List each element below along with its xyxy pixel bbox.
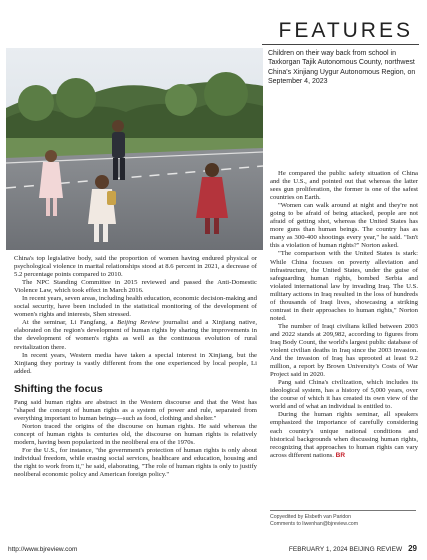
paragraph: Pang said China's civilization, which includes its ideological system, has a history of 5,000 years, over the course of which it has created its own view of the world and of what an individual is entitled to. bbox=[270, 379, 418, 411]
paragraph: Norton traced the origins of the discourse on human rights. He said whereas the concept of human rights is centuries old, the discourse on human rights is relatively modern, having been popularized in the neoliberal era of the 1970s. bbox=[14, 422, 257, 446]
magazine-title: Beijing Review bbox=[117, 319, 160, 327]
photo-caption: Children on their way back from school in Taxkorgan Tajik Autonomous County, northwest China's Xinjiang Uygur Autonomous Region, on September 4, 2023 bbox=[268, 50, 416, 85]
paragraph: In recent years, Western media have taken a special interest in Xinjiang, but the Xinjiang they portray is vastly different from the one experienced by local people, Li added. bbox=[14, 351, 257, 375]
article-column-right bbox=[270, 170, 418, 460]
section-header bbox=[0, 0, 427, 46]
text-span: At the seminar, Li Fangfang, a bbox=[22, 319, 118, 327]
header-rule bbox=[262, 44, 419, 45]
page-number: 29 bbox=[408, 544, 417, 553]
article-column-left bbox=[14, 255, 257, 479]
text-span: journalist and a Xinjiang native, elaborated on the region's development of human rights by sharing the improvements in the development of women's rights as well as the continuous evolution of rural revitalization there. bbox=[14, 319, 257, 351]
paragraph: The number of Iraqi civilians killed between 2003 and 2022 stands at 209,982, according to figures from Iraq Body Count, the world's largest public database of violent civilian deaths in Iraq since the 2003 invasion. And the invasion of Iraq has uprooted at least 9.2 million, a report by Brown University's Costs of War Project said in 2020. bbox=[270, 322, 418, 379]
text-span: During the human rights seminar, all speakers emphasized the importance of carefully considering each country's unique national conditions and historical backgrounds when discussing human rights, recognizing that approaches to human rights can vary across different nations. bbox=[270, 411, 418, 459]
schoolchildren-photo bbox=[6, 48, 263, 250]
paragraph: Pang said human rights are abstract in the Western discourse and that the West has "shaped the concept of human rights as a system of power and rule, separated from everything important to human beings—such as food, clothing and shelter." bbox=[14, 398, 257, 422]
footer-url: http://www.bjreview.com bbox=[8, 546, 78, 553]
comments-line: Comments to liwenhan@bjreview.com bbox=[270, 521, 359, 527]
paragraph bbox=[270, 411, 418, 459]
paragraph: "The comparison with the United States is stark: While China focuses on poverty alleviation and infrastructure, the United States, under the guise of safeguarding human rights, bombed Serbia and violated international law by invading Iraq. The U.S. military actions in Iraq resulted in the loss of hundreds of thousands of Iraqi lives, showcasing a striking contrast in their approaches to human rights," Norton noted. bbox=[270, 250, 418, 322]
section-title: FEATURES bbox=[278, 19, 413, 42]
subheading: Shifting the focus bbox=[14, 382, 103, 395]
paragraph: In recent years, seven areas, including health education, economic decision-making and social security, have been included in the statistical monitoring of the development of women's rights and interests, Shen stressed. bbox=[14, 295, 257, 319]
footer-issue-info bbox=[289, 544, 417, 553]
end-mark: BR bbox=[335, 451, 346, 459]
issue-date: FEBRUARY 1, 2024 BEIJING REVIEW bbox=[288, 546, 403, 553]
paragraph: "Women can walk around at night and they're not going to be afraid of being attacked, people are not afraid of getting shot, whereas the United States has more guns than human beings. The country has as many as 300-400 shootings every year," he said. "Isn't this a violation of human rights?" Norton asked. bbox=[270, 202, 418, 250]
page-footer bbox=[0, 538, 427, 560]
copyeditor-line: Copyedited by Elsbeth van Paridon bbox=[270, 514, 352, 520]
paragraph: China's top legislative body, said the proportion of women having endured physical or psychological violence in marital relationships stood at 8.6 percent in 2021, a decrease of 5.2 percentage points compared to 2010. bbox=[14, 255, 257, 279]
paragraph bbox=[14, 319, 257, 351]
paragraph: For the U.S., for instance, "the government's protection of human rights is only about individual freedom, while erasing social services, healthcare and education, housing and the right to work from it," he said, elaborating, "The role of human rights is only to justify neoliberal economic policy and American foreign policy." bbox=[14, 446, 257, 479]
paragraph: He compared the public safety situation of China and the U.S., and pointed out that whereas the latter sees gun proliferation, the former is one of the safest countries on Earth. bbox=[270, 170, 418, 202]
paragraph: The NPC Standing Committee in 2015 reviewed and passed the Anti-Domestic Violence Law, which took effect in March 2016. bbox=[14, 279, 257, 295]
credits-box bbox=[270, 510, 416, 528]
